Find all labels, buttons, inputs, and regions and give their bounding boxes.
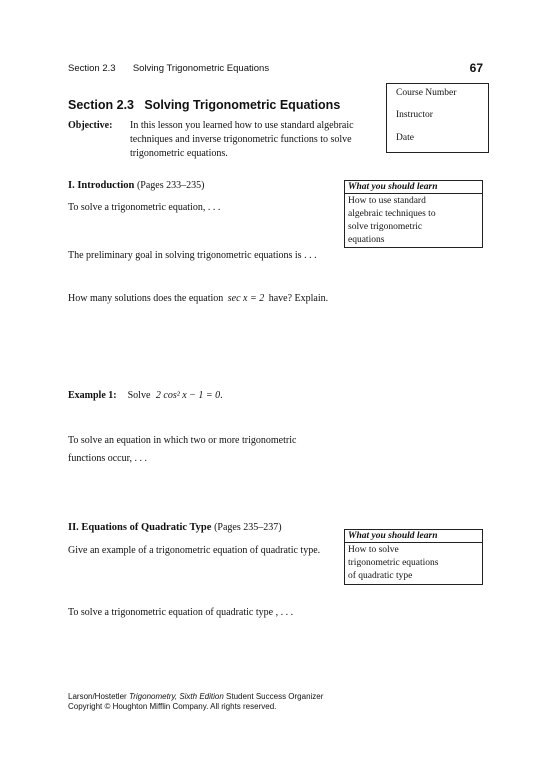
equation-sec: sec x = 2	[227, 293, 265, 304]
part2-heading	[68, 522, 282, 533]
section-title: Section 2.3 Solving Trigonometric Equations	[68, 98, 341, 112]
objective-line: techniques and inverse trigonometric functions to solve	[130, 134, 352, 145]
example-period: .	[220, 390, 223, 401]
running-title: Solving Trigonometric Equations	[132, 63, 270, 74]
learn-line: equations	[348, 235, 385, 245]
footer-line-1	[68, 692, 323, 702]
objective-line: trigonometric equations.	[130, 148, 228, 159]
learn-box-1	[344, 180, 483, 248]
prompt-line: functions occur, . . .	[68, 453, 148, 464]
running-section: Section 2.3	[68, 63, 116, 74]
objective-line: In this lesson you learned how to use standard algebraic	[130, 120, 354, 131]
learn-box-body	[345, 194, 482, 247]
learn-line: of quadratic type	[348, 571, 413, 581]
course-info-box	[386, 83, 489, 153]
part1-title: I. Introduction	[68, 180, 135, 191]
footer	[68, 692, 323, 712]
prompt-text: have? Explain.	[268, 293, 329, 304]
prompt-solve-trig: To solve a trigonometric equation, . . .	[68, 202, 221, 213]
learn-box-title: What you should learn	[345, 530, 482, 543]
example-label: Example 1:	[68, 390, 117, 401]
prompt-preliminary-goal: The preliminary goal in solving trigonometric equations is . . .	[68, 250, 317, 261]
prompt-line: To solve an equation in which two or more trigonometric	[68, 435, 297, 446]
learn-line: How to solve	[348, 545, 399, 555]
objective-text	[130, 119, 380, 161]
footer-book-title: Trigonometry, Sixth Edition	[128, 692, 224, 701]
part1-heading	[68, 180, 204, 191]
prompt-quadratic-solve: To solve a trigonometric equation of quadratic type , . . .	[68, 607, 294, 618]
prompt-two-functions	[68, 432, 296, 468]
footer-copyright: Copyright © Houghton Mifflin Company. All rights reserved.	[68, 702, 277, 711]
footer-authors: Larson/Hostetler	[68, 692, 127, 701]
running-header	[68, 63, 269, 74]
example-1	[68, 389, 223, 403]
date-label: Date	[396, 133, 414, 143]
example-equation: 2 cos² x − 1 = 0	[155, 390, 221, 401]
part2-pages: (Pages 235–237)	[214, 522, 282, 533]
footer-product: Student Success Organizer	[226, 692, 324, 701]
learn-box-body	[345, 543, 482, 583]
page-number: 67	[469, 61, 483, 75]
instructor-label: Instructor	[396, 110, 433, 120]
part2-title: II. Equations of Quadratic Type	[68, 522, 212, 533]
learn-line: solve trigonometric	[348, 222, 423, 232]
example-text: Solve	[127, 390, 151, 401]
prompt-how-many-solutions	[68, 292, 328, 306]
learn-line: How to use standard	[348, 196, 426, 206]
objective-label: Objective:	[68, 120, 113, 131]
course-number-label: Course Number	[396, 88, 457, 98]
learn-line: algebraic techniques to	[348, 209, 436, 219]
learn-box-title: What you should learn	[345, 181, 482, 194]
learn-line: trigonometric equations	[348, 558, 439, 568]
prompt-text: How many solutions does the equation	[68, 293, 224, 304]
learn-box-2	[344, 529, 483, 585]
part1-pages: (Pages 233–235)	[136, 180, 205, 191]
prompt-quadratic-example: Give an example of a trigonometric equation of quadratic type.	[68, 545, 321, 556]
